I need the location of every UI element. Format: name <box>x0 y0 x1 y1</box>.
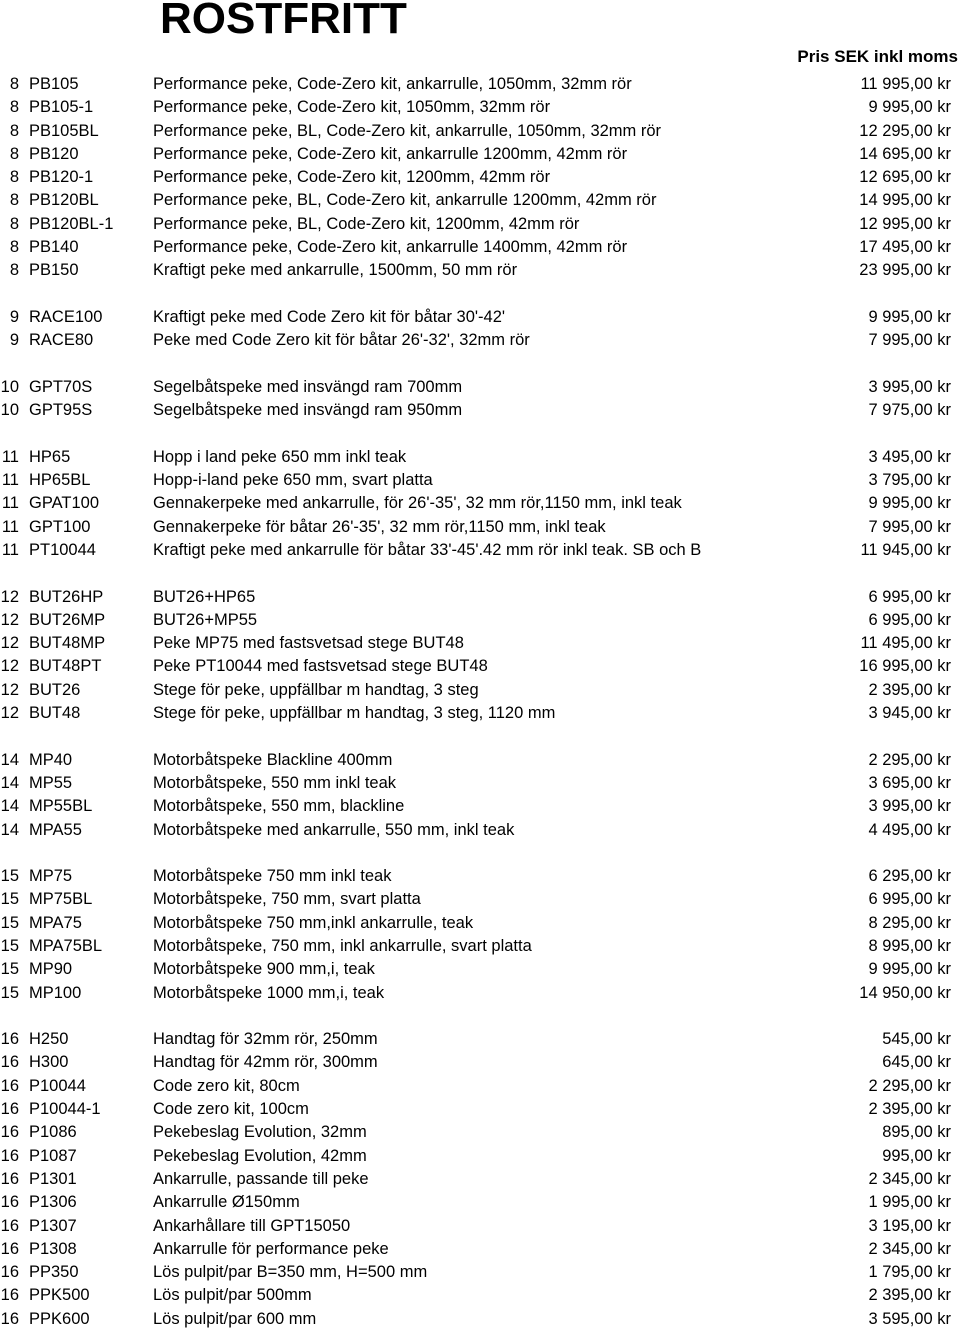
article-price: 6 995,00 kr <box>868 610 951 629</box>
article-description: Ankarrulle Ø150mm <box>153 1193 300 1212</box>
price-row <box>0 236 960 259</box>
page-number: 11 <box>1 517 19 536</box>
article-code: PB150 <box>29 261 79 280</box>
article-code: PB105 <box>29 75 79 93</box>
article-price: 3 495,00 kr <box>868 447 951 466</box>
article-description: Lös pulpit/par B=350 mm, H=500 mm <box>153 1263 428 1282</box>
article-price: 11 995,00 kr <box>860 75 951 93</box>
price-column-header: Pris SEK inkl moms <box>797 47 958 66</box>
page-number: 14 <box>0 820 19 839</box>
price-row <box>0 912 960 935</box>
article-description: Peke PT10044 med fastsvetsad stege BUT48 <box>153 657 488 676</box>
article-code: PB120 <box>29 144 79 163</box>
article-description: Segelbåtspeke med insvängd ram 700mm <box>153 377 463 396</box>
article-description: Peke med Code Zero kit för båtar 26'-32', 32mm rör <box>153 331 530 350</box>
page-number: 16 <box>0 1239 19 1258</box>
page-number: 15 <box>0 890 19 909</box>
page-number: 16 <box>0 1053 19 1072</box>
price-row <box>0 143 960 166</box>
page-title: ROSTFRITT <box>160 0 407 43</box>
article-description: Motorbåtspeke 750 mm inkl teak <box>153 867 392 886</box>
article-code: P1307 <box>29 1216 77 1235</box>
price-row <box>0 795 960 818</box>
article-description: Motorbåtspeke 750 mm,inkl ankarrulle, teak <box>153 913 474 932</box>
price-row <box>0 1051 960 1074</box>
article-price: 4 495,00 kr <box>868 820 951 839</box>
page-number: 11 <box>1 447 19 466</box>
page-number: 12 <box>0 680 19 699</box>
article-description: Kraftigt peke med ankarrulle, 1500mm, 50 mm rör <box>153 261 518 280</box>
page-number: 8 <box>9 98 19 117</box>
page-number: 14 <box>0 750 19 769</box>
article-description: Ankarrulle för performance peke <box>153 1239 389 1258</box>
article-price: 11 495,00 kr <box>860 634 951 653</box>
page-number: 16 <box>0 1286 19 1305</box>
article-code: P1087 <box>29 1146 77 1165</box>
article-price: 3 595,00 kr <box>868 1309 951 1328</box>
article-code: PP350 <box>29 1263 79 1282</box>
article-code: RACE80 <box>29 331 94 350</box>
price-row <box>0 306 960 329</box>
article-description: Pekebeslag Evolution, 42mm <box>153 1146 367 1165</box>
page-number: 16 <box>0 1169 19 1188</box>
article-price: 545,00 kr <box>882 1030 951 1049</box>
article-code: H250 <box>29 1030 69 1049</box>
price-row <box>0 935 960 958</box>
article-description: Performance peke, Code-Zero kit, 1050mm, 32mm rör <box>153 98 551 117</box>
article-description: Segelbåtspeke med insvängd ram 950mm <box>153 401 463 420</box>
price-row <box>0 189 960 212</box>
article-description: Code zero kit, 80cm <box>153 1076 300 1095</box>
page-number: 15 <box>0 867 19 886</box>
article-price: 3 695,00 kr <box>868 773 951 792</box>
price-row <box>0 1308 960 1331</box>
page-number: 16 <box>0 1123 19 1142</box>
article-code: BUT48MP <box>29 634 106 653</box>
page-number: 9 <box>9 307 19 326</box>
page-number: 8 <box>9 144 19 163</box>
article-description: BUT26+MP55 <box>153 610 258 629</box>
article-description: Performance peke, BL, Code-Zero kit, ankarrulle, 1050mm, 32mm rör <box>153 121 662 140</box>
page-number: 15 <box>0 983 19 1002</box>
article-code: PB120BL-1 <box>29 214 114 233</box>
page-number: 8 <box>9 261 19 280</box>
article-code: BUT26 <box>29 680 81 699</box>
price-row <box>0 329 960 352</box>
page-number: 12 <box>0 610 19 629</box>
page-number: 16 <box>0 1146 19 1165</box>
price-row <box>0 516 960 539</box>
article-price: 1 795,00 kr <box>868 1263 951 1282</box>
price-row <box>0 446 960 469</box>
page-number: 10 <box>0 377 19 396</box>
article-description: Performance peke, BL, Code-Zero kit, ankarrulle 1200mm, 42mm rör <box>153 191 657 210</box>
article-price: 9 995,00 kr <box>868 960 951 979</box>
page-number: 12 <box>0 704 19 723</box>
price-row <box>0 96 960 119</box>
price-row <box>0 679 960 702</box>
article-price: 12 295,00 kr <box>859 121 951 140</box>
article-code: P1308 <box>29 1239 77 1258</box>
page-number: 16 <box>0 1076 19 1095</box>
article-description: Ankarhållare till GPT15050 <box>153 1216 351 1235</box>
price-row <box>0 1145 960 1168</box>
price-row <box>0 958 960 981</box>
article-price: 995,00 kr <box>882 1146 951 1165</box>
article-price: 8 995,00 kr <box>868 936 951 955</box>
price-row <box>0 1261 960 1284</box>
page-number: 15 <box>0 936 19 955</box>
page-number: 14 <box>0 773 19 792</box>
article-description: Hopp-i-land peke 650 mm, svart platta <box>153 471 433 490</box>
price-row <box>0 469 960 492</box>
article-code: MP75 <box>29 867 73 886</box>
price-row <box>0 772 960 795</box>
article-code: P10044 <box>29 1076 86 1095</box>
article-description: Motorbåtspeke, 550 mm inkl teak <box>153 773 397 792</box>
page-number: 8 <box>9 121 19 140</box>
article-price: 14 950,00 kr <box>859 983 951 1002</box>
price-row <box>0 586 960 609</box>
article-description: Performance peke, Code-Zero kit, ankarrulle, 1050mm, 32mm rör <box>153 75 632 93</box>
page-number: 16 <box>0 1100 19 1119</box>
price-row <box>0 819 960 842</box>
article-price: 1 995,00 kr <box>868 1193 951 1212</box>
article-code: BUT48 <box>29 704 81 723</box>
article-code: P1086 <box>29 1123 77 1142</box>
article-price: 6 295,00 kr <box>868 867 951 886</box>
article-description: Motorbåtspeke 900 mm,i, teak <box>153 960 375 979</box>
article-description: Kraftigt peke med Code Zero kit för båtar 30'-42' <box>153 307 506 326</box>
article-description: Handtag för 42mm rör, 300mm <box>153 1053 378 1072</box>
article-price: 11 945,00 kr <box>860 540 951 559</box>
article-description: Pekebeslag Evolution, 32mm <box>153 1123 367 1142</box>
page-number: 14 <box>0 797 19 816</box>
article-price: 12 995,00 kr <box>859 214 951 233</box>
article-price: 2 395,00 kr <box>868 1100 951 1119</box>
article-description: Kraftigt peke med ankarrulle för båtar 33'-45'.42 mm rör inkl teak. SB och B <box>153 540 702 559</box>
article-description: Stege för peke, uppfällbar m handtag, 3 steg, 1120 mm <box>153 704 556 723</box>
article-description: Stege för peke, uppfällbar m handtag, 3 steg <box>153 680 479 699</box>
price-row <box>0 749 960 772</box>
price-row <box>0 702 960 725</box>
article-code: GPT95S <box>29 401 93 420</box>
page-number: 16 <box>0 1030 19 1049</box>
price-row <box>0 632 960 655</box>
article-code: PB120BL <box>29 191 99 210</box>
article-price: 2 295,00 kr <box>868 1076 951 1095</box>
price-row <box>0 213 960 236</box>
page-number: 11 <box>1 494 19 513</box>
article-description: Performance peke, BL, Code-Zero kit, 1200mm, 42mm rör <box>153 214 580 233</box>
price-row <box>0 865 960 888</box>
article-price: 9 995,00 kr <box>868 98 951 117</box>
price-row <box>0 655 960 678</box>
price-row <box>0 376 960 399</box>
page-number: 16 <box>0 1193 19 1212</box>
article-price: 2 395,00 kr <box>868 680 951 699</box>
article-code: MP100 <box>29 983 82 1002</box>
price-row <box>0 1098 960 1121</box>
article-code: MP40 <box>29 750 73 769</box>
page-number: 16 <box>0 1216 19 1235</box>
article-description: Handtag för 32mm rör, 250mm <box>153 1030 378 1049</box>
article-code: PB140 <box>29 238 79 257</box>
price-row <box>0 73 960 96</box>
article-description: Performance peke, Code-Zero kit, 1200mm, 42mm rör <box>153 168 551 187</box>
article-code: PB105BL <box>29 121 99 140</box>
page-number: 11 <box>1 471 19 490</box>
page-number: 16 <box>0 1309 19 1328</box>
article-description: Ankarrulle, passande till peke <box>153 1169 369 1188</box>
price-list <box>0 73 960 1331</box>
page-number: 8 <box>9 214 19 233</box>
article-code: P1306 <box>29 1193 77 1212</box>
article-price: 9 995,00 kr <box>868 307 951 326</box>
page-number: 12 <box>0 634 19 653</box>
article-description: Motorbåtspeke Blackline 400mm <box>153 750 393 769</box>
article-code: RACE100 <box>29 307 103 326</box>
article-description: Hopp i land peke 650 mm inkl teak <box>153 447 407 466</box>
page-number: 8 <box>9 75 19 93</box>
article-code: MP55 <box>29 773 73 792</box>
price-row <box>0 492 960 515</box>
article-code: BUT48PT <box>29 657 102 676</box>
article-price: 17 495,00 kr <box>859 238 951 257</box>
article-code: P1301 <box>29 1169 77 1188</box>
article-code: PB105-1 <box>29 98 94 117</box>
article-code: MP55BL <box>29 797 93 816</box>
article-code: GPT100 <box>29 517 91 536</box>
article-price: 645,00 kr <box>882 1053 951 1072</box>
article-description: Performance peke, Code-Zero kit, ankarrulle 1400mm, 42mm rör <box>153 238 628 257</box>
article-code: HP65BL <box>29 471 91 490</box>
page-number: 11 <box>1 540 19 559</box>
article-code: MP90 <box>29 960 73 979</box>
article-description: Gennakerpeke med ankarrulle, för 26'-35', 32 mm rör,1150 mm, inkl teak <box>153 494 682 513</box>
article-price: 14 995,00 kr <box>859 191 951 210</box>
price-row <box>0 1215 960 1238</box>
article-price: 3 995,00 kr <box>868 377 951 396</box>
price-row <box>0 888 960 911</box>
page-number: 10 <box>0 401 19 420</box>
page-number: 15 <box>0 913 19 932</box>
page-number: 15 <box>0 960 19 979</box>
article-price: 16 995,00 kr <box>859 657 951 676</box>
page-number: 12 <box>0 657 19 676</box>
article-description: Motorbåtspeke, 550 mm, blackline <box>153 797 405 816</box>
article-price: 14 695,00 kr <box>859 144 951 163</box>
price-row <box>0 1284 960 1307</box>
article-code: BUT26HP <box>29 587 104 606</box>
price-row <box>0 982 960 1005</box>
page-number: 16 <box>0 1263 19 1282</box>
article-price: 7 995,00 kr <box>868 517 951 536</box>
price-row <box>0 1238 960 1261</box>
price-row <box>0 259 960 282</box>
article-price: 8 295,00 kr <box>868 913 951 932</box>
article-price: 2 295,00 kr <box>868 750 951 769</box>
article-code: H300 <box>29 1053 69 1072</box>
article-code: HP65 <box>29 447 71 466</box>
page-number: 9 <box>9 331 19 350</box>
article-price: 3 995,00 kr <box>868 797 951 816</box>
article-description: Motorbåtspeke, 750 mm, inkl ankarrulle, svart platta <box>153 936 532 955</box>
article-price: 895,00 kr <box>882 1123 951 1142</box>
article-description: Lös pulpit/par 500mm <box>153 1286 312 1305</box>
article-price: 2 345,00 kr <box>868 1239 951 1258</box>
price-row <box>0 1191 960 1214</box>
article-code: PPK500 <box>29 1286 90 1305</box>
article-price: 2 395,00 kr <box>868 1286 951 1305</box>
article-description: Gennakerpeke för båtar 26'-35', 32 mm rör,1150 mm, inkl teak <box>153 517 606 536</box>
article-code: P10044-1 <box>29 1100 101 1119</box>
page-number: 8 <box>9 191 19 210</box>
article-code: MPA75 <box>29 913 82 932</box>
article-description: Code zero kit, 100cm <box>153 1100 309 1119</box>
article-price: 6 995,00 kr <box>868 890 951 909</box>
article-price: 9 995,00 kr <box>868 494 951 513</box>
article-price: 3 945,00 kr <box>868 704 951 723</box>
article-price: 6 995,00 kr <box>868 587 951 606</box>
page-number: 8 <box>9 168 19 187</box>
article-code: PB120-1 <box>29 168 94 187</box>
article-description: BUT26+HP65 <box>153 587 256 606</box>
price-row <box>0 539 960 562</box>
article-code: GPT70S <box>29 377 93 396</box>
article-description: Peke MP75 med fastsvetsad stege BUT48 <box>153 634 464 653</box>
article-description: Motorbåtspeke 1000 mm,i, teak <box>153 983 385 1002</box>
article-price: 7 975,00 kr <box>868 401 951 420</box>
article-price: 12 695,00 kr <box>859 168 951 187</box>
article-price: 2 345,00 kr <box>868 1169 951 1188</box>
price-row <box>0 1168 960 1191</box>
price-row <box>0 120 960 143</box>
price-row <box>0 1075 960 1098</box>
page-number: 12 <box>0 587 19 606</box>
article-price: 23 995,00 kr <box>859 261 951 280</box>
article-description: Performance peke, Code-Zero kit, ankarrulle 1200mm, 42mm rör <box>153 144 628 163</box>
price-row <box>0 1121 960 1144</box>
article-price: 3 795,00 kr <box>868 471 951 490</box>
article-code: MPA55 <box>29 820 82 839</box>
price-row <box>0 609 960 632</box>
article-code: PT10044 <box>29 540 96 559</box>
article-description: Motorbåtspeke, 750 mm, svart platta <box>153 890 421 909</box>
article-code: MP75BL <box>29 890 93 909</box>
price-row <box>0 399 960 422</box>
article-price: 3 195,00 kr <box>868 1216 951 1235</box>
article-code: BUT26MP <box>29 610 106 629</box>
article-price: 7 995,00 kr <box>868 331 951 350</box>
article-description: Lös pulpit/par 600 mm <box>153 1309 317 1328</box>
page-number: 8 <box>9 238 19 257</box>
article-description: Motorbåtspeke med ankarrulle, 550 mm, inkl teak <box>153 820 515 839</box>
article-code: MPA75BL <box>29 936 103 955</box>
article-code: PPK600 <box>29 1309 90 1328</box>
price-row <box>0 1028 960 1051</box>
price-row <box>0 166 960 189</box>
article-code: GPAT100 <box>29 494 100 513</box>
